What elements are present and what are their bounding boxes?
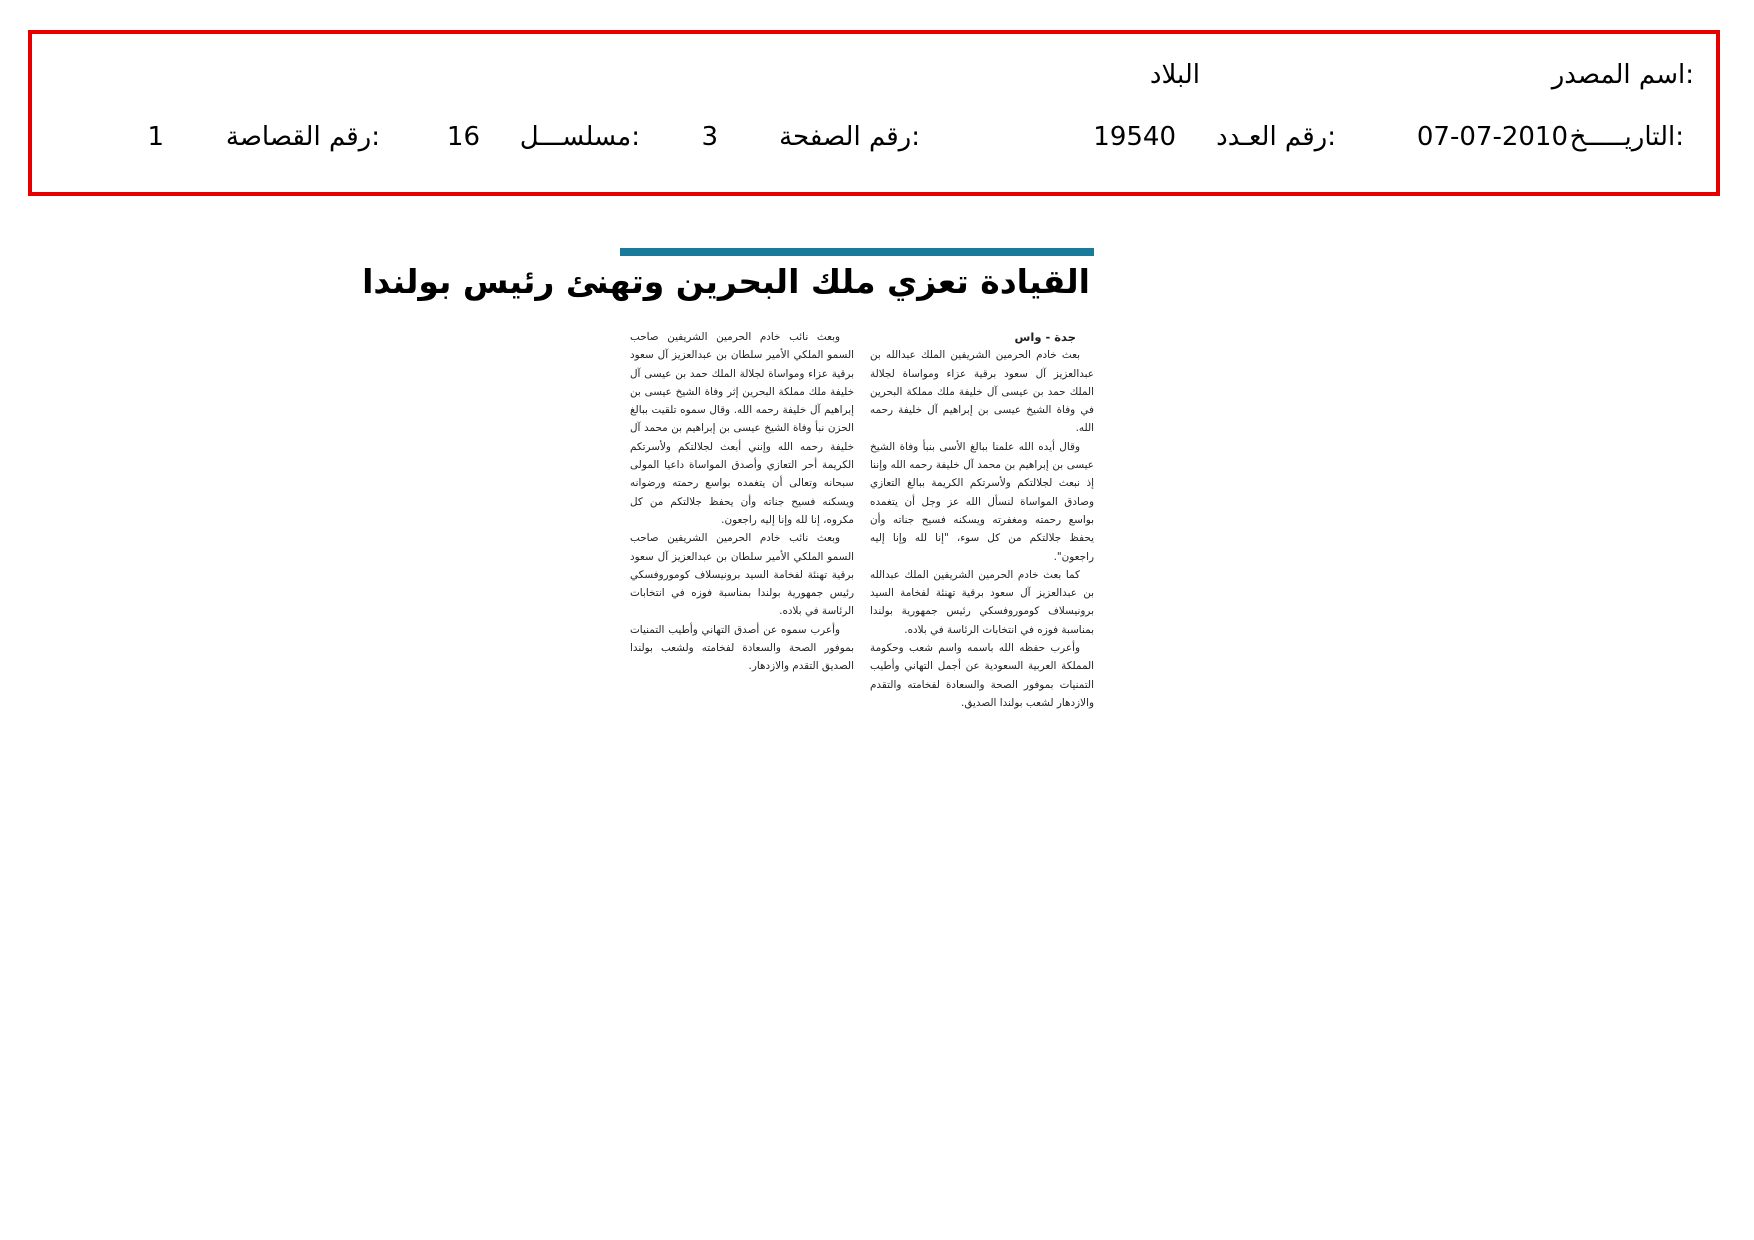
article-paragraph: وأعرب حفظه الله باسمه واسم شعب وحكومة المملكة العربية السعودية عن أجمل التهاني وأطيب التمنيات بموفور الصحة والسعادة لفخامته والتقدم والازدهار لشعب بولندا الصديق. <box>870 642 1094 709</box>
date-label: التاريـــــخ: <box>1569 122 1684 152</box>
article-column-left <box>630 328 854 676</box>
issue-label: رقم العـدد: <box>1216 122 1336 152</box>
issue-value: 19540 <box>1093 122 1176 152</box>
source-label: اسم المصدر: <box>1551 60 1694 90</box>
newspaper-clipping <box>362 248 1094 709</box>
page-value: 3 <box>701 122 718 152</box>
page-label: رقم الصفحة: <box>779 122 920 152</box>
article-paragraph: وقال أيده الله علمنا ببالغ الأسى بنبأ وفاة الشيخ عيسى بن إبراهيم بن محمد آل خليفة رحمه الله وإننا إذ نبعث لجلالتكم ولأسرتكم الكريمة ببالغ التعازي وصادق المواساة لنسأل الله عز وجل أن يتغمده بواسع رحمته ومغفرته ويسكنه فسيح جناته وأن يحفظ جلالتكم من كل سوء، "إنا لله وإنا إليه راجعون". <box>870 440 1094 563</box>
clip-label: رقم القصاصة: <box>225 122 380 152</box>
article-paragraph: وبعث نائب خادم الحرمين الشريفين صاحب السمو الملكي الأمير سلطان بن عبدالعزيز آل سعود برقية عزاء ومواساة لجلالة الملك حمد بن عيسى آل خليفة ملك مملكة البحرين إثر وفاة الشيخ عيسى بن إبراهيم آل خليفة رحمه الله. وقال سموه تلقيت ببالغ الحزن نبأ وفاة الشيخ عيسى بن إبراهيم بن محمد آل خليفة رحمه الله وإنني أبعث لجلالتكم ولأسرتكم الكريمة أحر التعازي وأصدق المواساة داعيا المولى سبحانه وتعالى أن يتغمده بواسع رحمته ورضوانه ويسكنه فسيح جناته وأن يحفظ جلالتكم من كل مكروه، إنا لله وإنا إليه راجعون. <box>630 331 854 526</box>
headline-accent-bar <box>620 248 1094 256</box>
article-paragraph: وأعرب سموه عن أصدق التهاني وأطيب التمنيات بموفور الصحة والسعادة لفخامته ولشعب بولندا الصديق التقدم والازدهار. <box>630 623 854 673</box>
date-value: 07-07-2010 <box>1416 122 1568 152</box>
article-column-right <box>870 328 1094 712</box>
source-value: البلاد <box>1149 60 1200 90</box>
article-paragraph: وبعث نائب خادم الحرمين الشريفين صاحب السمو الملكي الأمير سلطان بن عبدالعزيز آل سعود برقية تهنئة لفخامة السيد برونيسلاف كوموروفسكي رئيس جمهورية بولندا بمناسبة فوزه في انتخابات الرئاسة في بلاده. <box>630 532 854 618</box>
serial-label: مسلســـل: <box>519 122 640 152</box>
article-headline: القيادة تعزي ملك البحرين وتهنئ رئيس بولندا <box>362 262 1090 301</box>
clip-value: 1 <box>147 122 164 152</box>
metadata-box <box>28 30 1720 196</box>
serial-value: 16 <box>446 122 480 152</box>
article-paragraph: بعث خادم الحرمين الشريفين الملك عبدالله بن عبدالعزيز آل سعود برقية عزاء ومواساة لجلالة الملك حمد بن عيسى آل خليفة ملك مملكة البحرين في وفاة الشيخ عيسى بن إبراهيم آل خليفة رحمه الله. <box>870 349 1094 435</box>
article-dateline: جدة - واس <box>1014 330 1076 344</box>
article-paragraph: كما بعث خادم الحرمين الشريفين الملك عبدالله بن عبدالعزيز آل سعود برقية تهنئة لفخامة السيد برونيسلاف كوموروفسكي رئيس جمهورية بولندا بمناسبة فوزه في انتخابات الرئاسة في بلاده. <box>870 568 1094 636</box>
